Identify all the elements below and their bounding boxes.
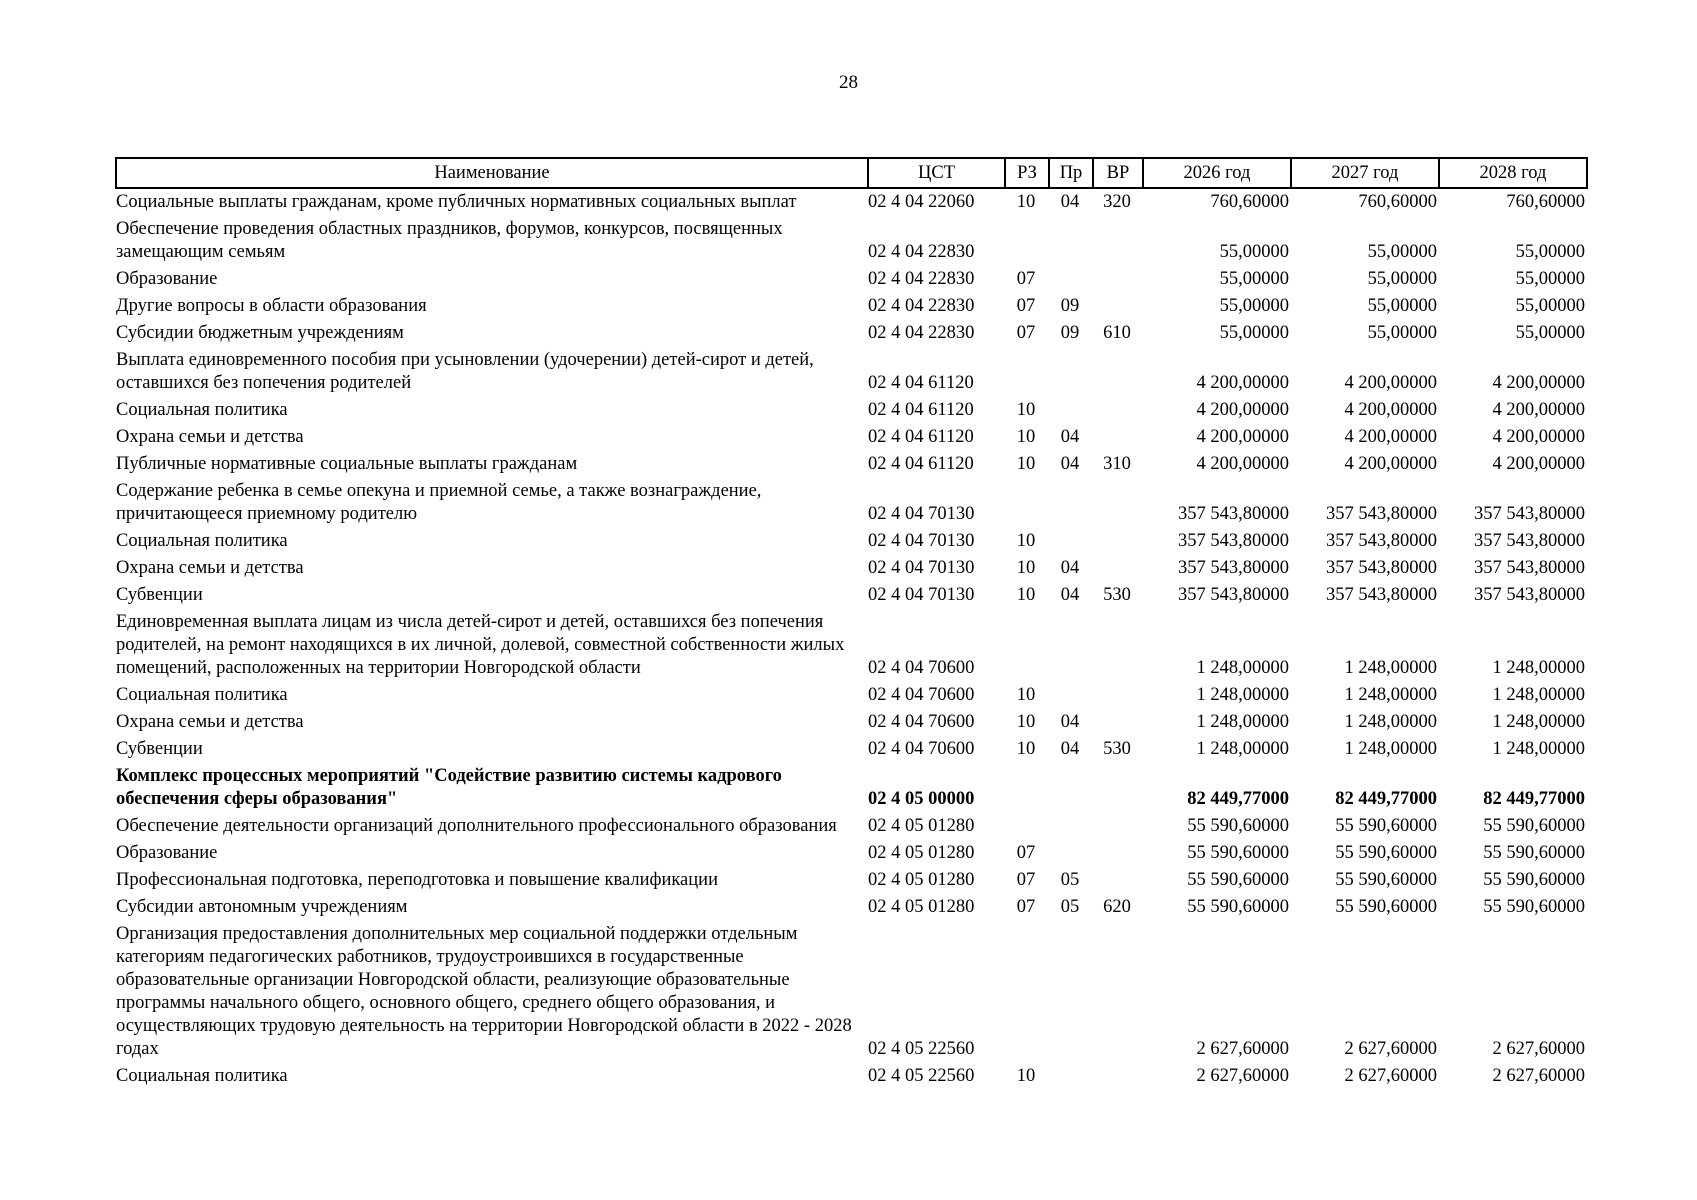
cell-2028: 55,00000 [1515,323,1585,343]
cell-2027: 357 543,80000 [1326,558,1437,578]
cell-rz: 10 [1016,1066,1036,1086]
cell-vr [1093,478,1143,528]
cell-pr [1049,528,1093,555]
cell-pr: 04 [1060,739,1080,759]
cell-2027: 760,60000 [1358,192,1437,212]
cell-2027: 55,00000 [1367,242,1437,262]
cell-rz: 07 [1016,269,1036,289]
table-row [116,478,1587,528]
cell-2027: 357 543,80000 [1326,585,1437,605]
cell-2027: 55 590,60000 [1335,870,1437,890]
cell-2026: 2 627,60000 [1196,1039,1289,1059]
cell-2028: 4 200,00000 [1492,427,1585,447]
cell-name: Социальная политика [116,531,288,551]
cell-2027: 1 248,00000 [1344,739,1437,759]
table-row [116,188,1587,216]
cell-cst: 02 4 04 70130 [868,504,975,524]
cell-rz: 10 [1016,454,1036,474]
cell-pr: 04 [1060,585,1080,605]
cell-2026: 357 543,80000 [1178,504,1289,524]
cell-2026: 1 248,00000 [1196,658,1289,678]
cell-2028: 357 543,80000 [1474,585,1585,605]
cell-vr [1093,293,1143,320]
table-row [116,1063,1587,1090]
cell-rz: 10 [1016,558,1036,578]
cell-rz [1005,216,1049,266]
table-row [116,894,1587,921]
cell-2026: 357 543,80000 [1178,585,1289,605]
cell-2026: 4 200,00000 [1196,427,1289,447]
col-header-rz: РЗ [1005,158,1049,188]
cell-rz: 10 [1016,685,1036,705]
cell-vr: 530 [1103,739,1131,759]
cell-name: Субсидии бюджетным учреждениям [116,323,404,343]
cell-pr: 09 [1060,323,1080,343]
cell-2026: 55 590,60000 [1187,843,1289,863]
cell-name: Субвенции [116,585,203,605]
cell-cst: 02 4 05 22560 [868,1039,975,1059]
cell-name: Социальная политика [116,1066,288,1086]
cell-pr: 09 [1060,296,1080,316]
cell-cst: 02 4 04 61120 [868,454,974,474]
cell-name: Субвенции [116,739,203,759]
cell-vr [1093,709,1143,736]
page-number: 28 [839,72,858,93]
cell-2028: 2 627,60000 [1492,1039,1585,1059]
cell-name: Выплата единовременного пособия при усыновлении (удочерении) детей-сирот и детей, оставшихся без попечения родителей [116,350,814,393]
cell-rz [1005,813,1049,840]
cell-2027: 4 200,00000 [1344,400,1437,420]
cell-pr: 05 [1060,897,1080,917]
cell-vr [1093,763,1143,813]
cell-cst: 02 4 05 22560 [868,1066,975,1086]
cell-pr [1049,216,1093,266]
col-header-pr: Пр [1049,158,1093,188]
cell-rz: 10 [1016,739,1036,759]
cell-vr: 610 [1103,323,1131,343]
cell-cst: 02 4 04 70600 [868,739,975,759]
table-row [116,867,1587,894]
cell-2028: 1 248,00000 [1492,685,1585,705]
table-row [116,609,1587,682]
cell-2026: 55,00000 [1219,323,1289,343]
cell-2027: 4 200,00000 [1344,454,1437,474]
cell-2027: 55,00000 [1367,323,1437,343]
cell-2026: 2 627,60000 [1196,1066,1289,1086]
cell-name: Охрана семьи и детства [116,427,304,447]
cell-2027: 55 590,60000 [1335,843,1437,863]
cell-cst: 02 4 04 61120 [868,373,974,393]
cell-name: Образование [116,843,218,863]
cell-2026: 55,00000 [1219,296,1289,316]
cell-vr [1093,347,1143,397]
cell-cst: 02 4 05 01280 [868,870,975,890]
cell-2026: 760,60000 [1210,192,1289,212]
table-row [116,397,1587,424]
cell-cst: 02 4 05 00000 [868,789,975,809]
cell-rz: 10 [1016,400,1036,420]
table-row [116,582,1587,609]
table-row [116,424,1587,451]
cell-rz [1005,347,1049,397]
cell-name: Профессиональная подготовка, переподготовка и повышение квалификации [116,870,718,890]
cell-2028: 357 543,80000 [1474,558,1585,578]
cell-vr: 620 [1103,897,1131,917]
cell-name: Субсидии автономным учреждениям [116,897,408,917]
cell-2028: 55 590,60000 [1483,816,1585,836]
cell-cst: 02 4 04 70130 [868,531,975,551]
cell-2027: 1 248,00000 [1344,658,1437,678]
cell-rz: 10 [1016,192,1036,212]
cell-rz [1005,921,1049,1063]
cell-2026: 55 590,60000 [1187,870,1289,890]
cell-vr [1093,840,1143,867]
cell-2028: 1 248,00000 [1492,658,1585,678]
cell-rz: 10 [1016,531,1036,551]
cell-2026: 82 449,77000 [1187,789,1289,809]
cell-name: Другие вопросы в области образования [116,296,427,316]
cell-vr [1093,921,1143,1063]
cell-pr [1049,609,1093,682]
cell-pr [1049,347,1093,397]
cell-2026: 4 200,00000 [1196,373,1289,393]
cell-rz [1005,478,1049,528]
cell-2027: 1 248,00000 [1344,712,1437,732]
cell-2028: 4 200,00000 [1492,373,1585,393]
cell-rz: 07 [1016,897,1036,917]
cell-vr: 310 [1103,454,1131,474]
cell-name: Образование [116,269,218,289]
cell-rz: 10 [1016,712,1036,732]
cell-name: Комплекс процессных мероприятий "Содействие развитию системы кадрового обеспечения сферы образования" [116,766,782,809]
cell-2028: 760,60000 [1506,192,1585,212]
cell-pr: 04 [1060,454,1080,474]
cell-2027: 2 627,60000 [1344,1066,1437,1086]
cell-vr [1093,555,1143,582]
cell-rz: 07 [1016,323,1036,343]
cell-2028: 1 248,00000 [1492,739,1585,759]
cell-2028: 55 590,60000 [1483,843,1585,863]
table-row [116,682,1587,709]
cell-cst: 02 4 04 22830 [868,296,975,316]
table-header-row [116,158,1587,188]
cell-rz: 10 [1016,585,1036,605]
cell-pr: 04 [1060,712,1080,732]
cell-2026: 55,00000 [1219,242,1289,262]
table-row [116,451,1587,478]
cell-2026: 55 590,60000 [1187,816,1289,836]
cell-2028: 55,00000 [1515,269,1585,289]
cell-vr [1093,1063,1143,1090]
cell-rz: 07 [1016,870,1036,890]
cell-2027: 4 200,00000 [1344,427,1437,447]
cell-2026: 357 543,80000 [1178,531,1289,551]
cell-name: Публичные нормативные социальные выплаты гражданам [116,454,578,474]
col-header-2026: 2026 год [1143,158,1291,188]
cell-2026: 55,00000 [1219,269,1289,289]
table-row [116,266,1587,293]
table-row [116,216,1587,266]
cell-2028: 1 248,00000 [1492,712,1585,732]
cell-2027: 357 543,80000 [1326,531,1437,551]
cell-2027: 357 543,80000 [1326,504,1437,524]
cell-2028: 357 543,80000 [1474,504,1585,524]
col-header-name: Наименование [116,158,868,188]
table-row [116,813,1587,840]
cell-vr [1093,682,1143,709]
table-row [116,320,1587,347]
cell-2027: 55 590,60000 [1335,897,1437,917]
cell-rz: 07 [1016,296,1036,316]
cell-2027: 2 627,60000 [1344,1039,1437,1059]
cell-2026: 4 200,00000 [1196,454,1289,474]
cell-2026: 4 200,00000 [1196,400,1289,420]
cell-pr: 05 [1060,870,1080,890]
cell-2028: 4 200,00000 [1492,400,1585,420]
table-row [116,293,1587,320]
cell-vr: 530 [1103,585,1131,605]
cell-pr [1049,763,1093,813]
table-row [116,528,1587,555]
cell-rz: 07 [1016,843,1036,863]
table-body [116,188,1587,1090]
cell-vr: 320 [1103,192,1131,212]
col-header-cst: ЦСТ [868,158,1005,188]
cell-pr [1049,921,1093,1063]
table-row [116,347,1587,397]
cell-2026: 1 248,00000 [1196,739,1289,759]
cell-2028: 55,00000 [1515,296,1585,316]
cell-pr [1049,682,1093,709]
cell-vr [1093,813,1143,840]
cell-cst: 02 4 04 70600 [868,685,975,705]
cell-pr: 04 [1060,192,1080,212]
cell-2027: 55,00000 [1367,269,1437,289]
cell-vr [1093,424,1143,451]
cell-2027: 82 449,77000 [1335,789,1437,809]
cell-vr [1093,397,1143,424]
cell-pr: 04 [1060,558,1080,578]
cell-2028: 2 627,60000 [1492,1066,1585,1086]
cell-cst: 02 4 04 70600 [868,658,975,678]
cell-name: Содержание ребенка в семье опекуна и приемной семье, а также вознаграждение, причитающееся приемному родителю [116,481,762,524]
cell-2027: 1 248,00000 [1344,685,1437,705]
cell-vr [1093,266,1143,293]
cell-name: Социальная политика [116,685,288,705]
cell-2028: 55,00000 [1515,242,1585,262]
cell-cst: 02 4 05 01280 [868,897,975,917]
cell-2028: 82 449,77000 [1483,789,1585,809]
cell-2026: 357 543,80000 [1178,558,1289,578]
col-header-2028: 2028 год [1439,158,1587,188]
cell-cst: 02 4 04 61120 [868,400,974,420]
cell-pr [1049,813,1093,840]
cell-2028: 55 590,60000 [1483,870,1585,890]
cell-vr [1093,609,1143,682]
cell-2026: 55 590,60000 [1187,897,1289,917]
cell-vr [1093,216,1143,266]
cell-pr [1049,478,1093,528]
cell-2028: 55 590,60000 [1483,897,1585,917]
cell-cst: 02 4 04 22830 [868,269,975,289]
cell-name: Социальные выплаты гражданам, кроме публичных нормативных социальных выплат [116,192,797,212]
cell-cst: 02 4 04 70600 [868,712,975,732]
cell-cst: 02 4 04 22060 [868,192,975,212]
cell-name: Социальная политика [116,400,288,420]
cell-2027: 4 200,00000 [1344,373,1437,393]
cell-cst: 02 4 04 61120 [868,427,974,447]
table-row [116,763,1587,813]
cell-vr [1093,867,1143,894]
cell-name: Охрана семьи и детства [116,558,304,578]
table-row [116,736,1587,763]
cell-cst: 02 4 04 22830 [868,242,975,262]
cell-cst: 02 4 04 22830 [868,323,975,343]
cell-name: Единовременная выплата лицам из числа детей-сирот и детей, оставшихся без попечения родителей, на ремонт находящихся в их личной, долевой, совместной собственности жилых помещений, расположенных на территории Новгородской области [116,612,845,678]
cell-pr [1049,1063,1093,1090]
cell-cst: 02 4 04 70130 [868,585,975,605]
cell-cst: 02 4 04 70130 [868,558,975,578]
cell-vr [1093,528,1143,555]
cell-rz [1005,763,1049,813]
table-row [116,921,1587,1063]
table-row [116,840,1587,867]
cell-2028: 4 200,00000 [1492,454,1585,474]
table-row [116,709,1587,736]
budget-table [115,157,1588,1090]
cell-cst: 02 4 05 01280 [868,843,975,863]
cell-2028: 357 543,80000 [1474,531,1585,551]
cell-2026: 1 248,00000 [1196,685,1289,705]
cell-2027: 55,00000 [1367,296,1437,316]
cell-name: Обеспечение деятельности организаций дополнительного профессионального образования [116,816,837,836]
cell-2026: 1 248,00000 [1196,712,1289,732]
cell-name: Организация предоставления дополнительных мер социальной поддержки отдельным категориям педагогических работников, трудоустроившихся в государственные образовательные организации Новгородской области, реализующие образовательные программы начального общего, основного общего, среднего общего образования, и осуществляющих трудовую деятельность на территории Новгородской области в 2022 - 2028 годах [116,924,852,1059]
cell-2027: 55 590,60000 [1335,816,1437,836]
cell-name: Охрана семьи и детства [116,712,304,732]
table-row [116,555,1587,582]
cell-pr [1049,266,1093,293]
cell-name: Обеспечение проведения областных праздников, форумов, конкурсов, посвященных замещающим семьям [116,219,783,262]
cell-pr [1049,840,1093,867]
col-header-vr: ВР [1093,158,1143,188]
cell-pr: 04 [1060,427,1080,447]
cell-pr [1049,397,1093,424]
col-header-2027: 2027 год [1291,158,1439,188]
cell-rz: 10 [1016,427,1036,447]
cell-cst: 02 4 05 01280 [868,816,975,836]
cell-rz [1005,609,1049,682]
